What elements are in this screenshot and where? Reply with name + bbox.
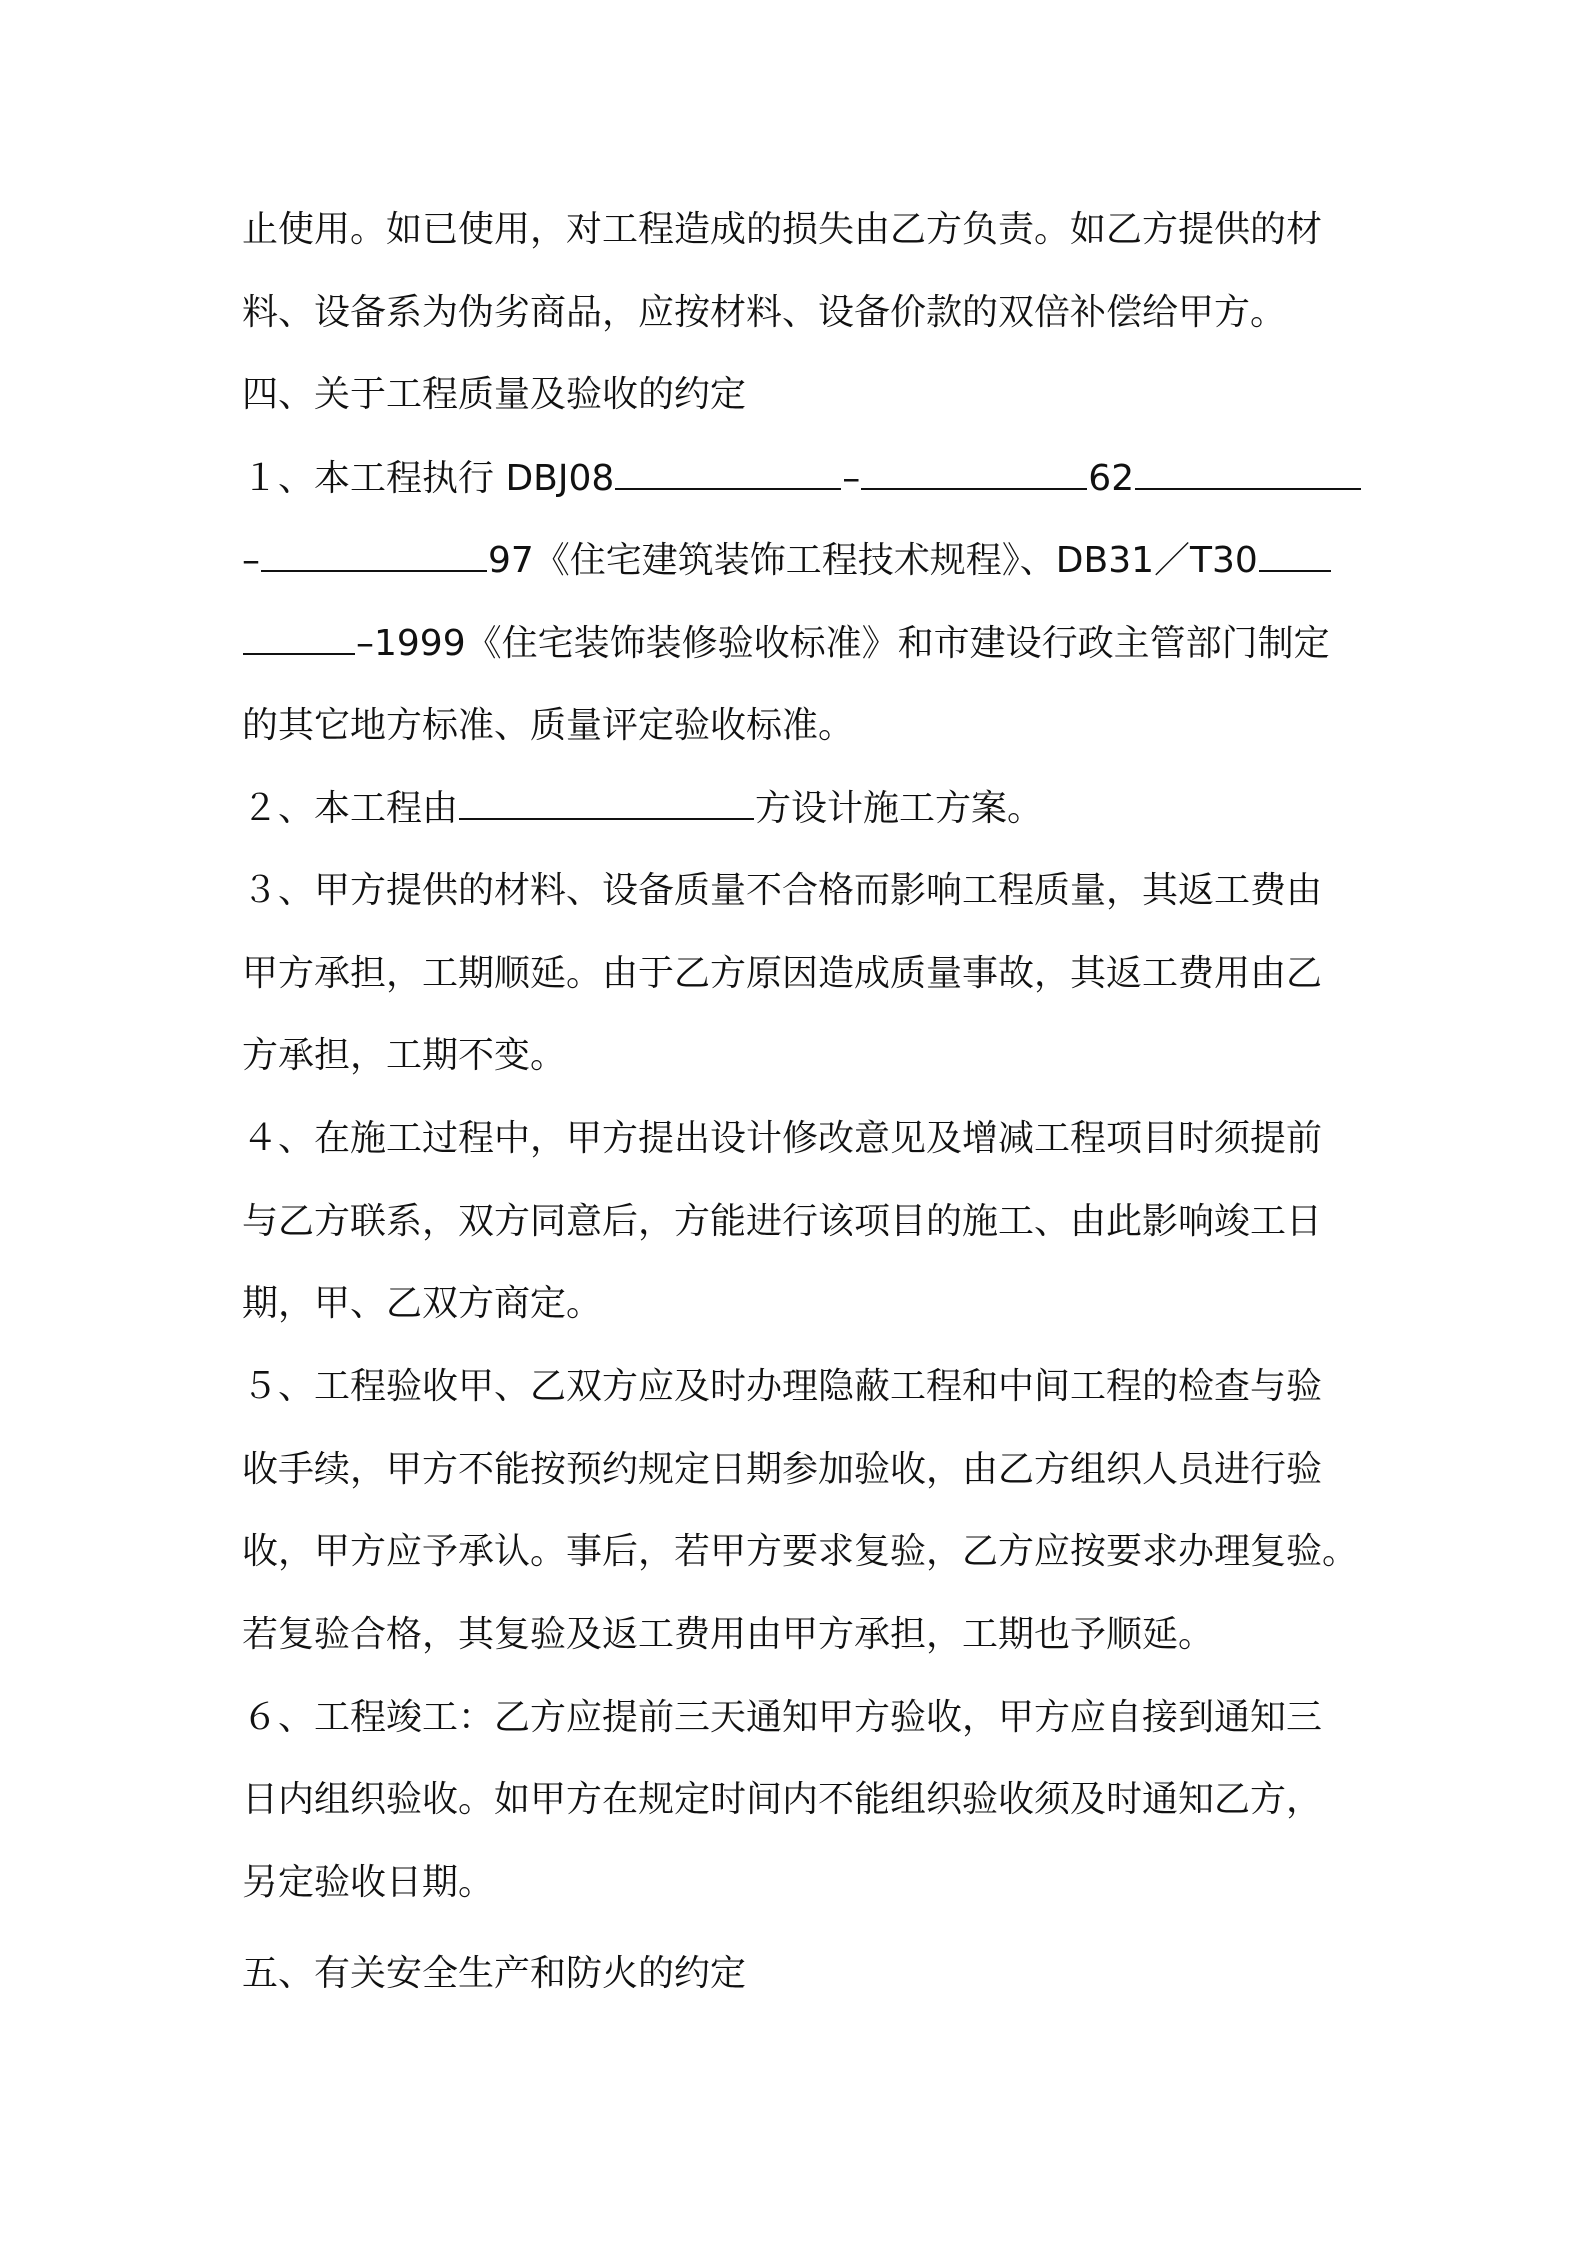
fill-in-blank[interactable] xyxy=(861,448,1087,490)
text-line: ５、工程验收甲、乙双方应及时办理隐蔽工程和中间工程的检查与验 xyxy=(242,1366,1323,1407)
clause-2-suffix: 方设计施工方案。 xyxy=(755,788,1044,829)
fill-in-blank[interactable] xyxy=(1135,448,1361,490)
text-line: 与乙方联系，双方同意后，方能进行该项目的施工、由此影响竣工日 xyxy=(242,1201,1323,1242)
section-heading: 四、关于工程质量及验收的约定 xyxy=(242,374,747,415)
clause-2-line xyxy=(242,778,1352,838)
dash: – xyxy=(842,458,861,499)
clause-1-prefix: １、本工程执行 DBJ08 xyxy=(242,458,615,499)
fill-in-blank[interactable] xyxy=(459,778,754,820)
text-line: 收手续，甲方不能按预约规定日期参加验收，由乙方组织人员进行验 xyxy=(242,1449,1323,1490)
standard-number: 62 xyxy=(1088,458,1135,499)
clause-1-line-3 xyxy=(242,613,1352,673)
fill-in-blank[interactable] xyxy=(243,613,355,655)
text-line: ６、工程竣工：乙方应提前三天通知甲方验收，甲方应自接到通知三 xyxy=(242,1697,1323,1738)
clause-2-prefix: ２、本工程由 xyxy=(242,788,459,829)
fill-in-blank[interactable] xyxy=(1259,530,1331,572)
standard-title: –1999《住宅装饰装修验收标准》和市建设行政主管部门制定 xyxy=(356,623,1330,664)
clause-1-line-1 xyxy=(242,448,1352,508)
text-line: 止使用。如已使用，对工程造成的损失由乙方负责。如乙方提供的材 xyxy=(242,209,1323,250)
fill-in-blank[interactable] xyxy=(615,448,841,490)
dash: – xyxy=(242,540,260,581)
text-line: 方承担，工期不变。 xyxy=(242,1035,567,1076)
text-line: 料、设备系为伪劣商品，应按材料、设备价款的双倍补偿给甲方。 xyxy=(242,292,1287,333)
text-line: ３、甲方提供的材料、设备质量不合格而影响工程质量，其返工费由 xyxy=(242,870,1323,911)
standard-title: 97《住宅建筑装饰工程技术规程》、DB31／T30 xyxy=(488,540,1258,581)
text-line: 甲方承担，工期顺延。由于乙方原因造成质量事故，其返工费用由乙 xyxy=(242,953,1323,994)
text-line: ４、在施工过程中，甲方提出设计修改意见及增减工程项目时须提前 xyxy=(242,1118,1323,1159)
text-line: 日内组织验收。如甲方在规定时间内不能组织验收须及时通知乙方， xyxy=(242,1779,1323,1820)
fill-in-blank[interactable] xyxy=(261,530,487,572)
text-line: 另定验收日期。 xyxy=(242,1862,495,1903)
text-line: 的其它地方标准、质量评定验收标准。 xyxy=(242,705,855,746)
section-heading: 五、有关安全生产和防火的约定 xyxy=(242,1953,747,1994)
text-line: 期，甲、乙双方商定。 xyxy=(242,1283,603,1324)
text-line: 若复验合格，其复验及返工费用由甲方承担，工期也予顺延。 xyxy=(242,1614,1215,1655)
clause-1-line-2 xyxy=(242,530,1352,590)
text-line: 收，甲方应予承认。事后，若甲方要求复验，乙方应按要求办理复验。 xyxy=(242,1531,1359,1572)
